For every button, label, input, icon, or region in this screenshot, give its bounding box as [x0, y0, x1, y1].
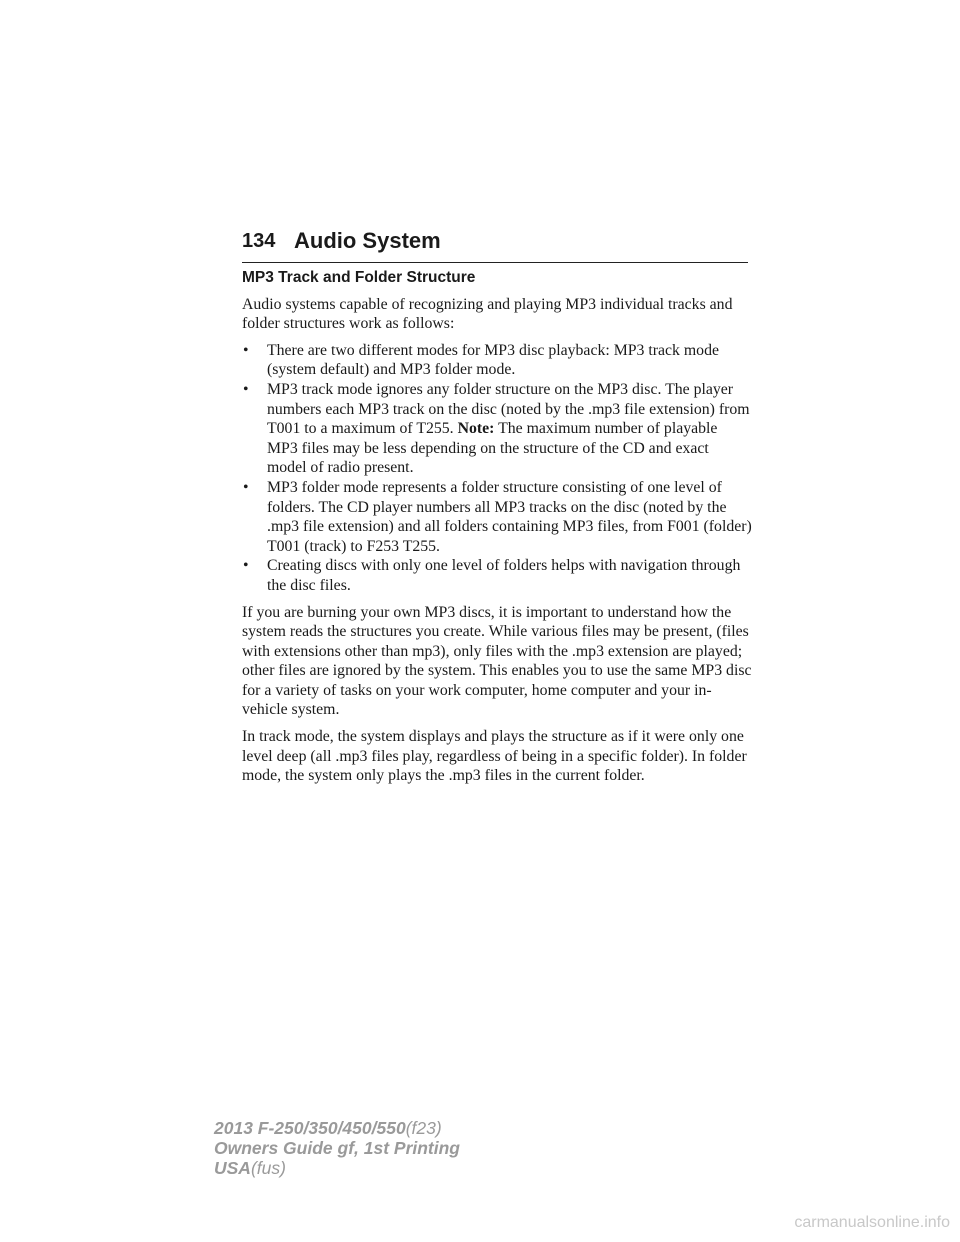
bullet-list: [242, 341, 752, 596]
list-item: [242, 341, 752, 380]
footer-printing: Owners Guide gf, 1st Printing: [214, 1138, 460, 1158]
page-content: [242, 268, 752, 793]
list-item: [242, 380, 752, 478]
footer-region: USA: [214, 1158, 251, 1178]
body-paragraph: In track mode, the system displays and plays the structure as if it were only one level deep (all .mp3 files play, regardless of being in a specific folder). In folder mode, the system only plays the .mp3 files in the current folder.: [242, 728, 747, 785]
bullet-icon: •: [243, 380, 249, 398]
page-number: 134: [242, 230, 276, 252]
footer-region-code: (fus): [250, 1158, 286, 1178]
list-item: [242, 556, 752, 595]
page-header: [242, 226, 748, 263]
note-text: The maximum number of playable MP3 files may be less depending on the structure of the CD and exact model of radio present.: [267, 420, 718, 477]
print-footer: [214, 1118, 460, 1178]
bullet-icon: •: [243, 557, 249, 575]
bullet-icon: •: [243, 341, 249, 359]
watermark: carmanualsonline.info: [794, 1214, 950, 1231]
footer-line: [214, 1158, 460, 1178]
footer-line: [214, 1138, 460, 1158]
bullet-text: Creating discs with only one level of folders helps with navigation through the disc files.: [267, 557, 741, 594]
footer-model: 2013 F-250/350/450/550: [214, 1118, 406, 1138]
list-item: [242, 478, 752, 556]
bullet-text: MP3 folder mode represents a folder structure consisting of one level of folders. The CD player numbers all MP3 tracks on the disc (noted by the .mp3 file extension) and all folders containing MP3 files, from F001 (folder) T001 (track) to F253 T255.: [267, 478, 752, 555]
bullet-text: There are two different modes for MP3 disc playback: MP3 track mode (system default) and MP3 folder mode.: [267, 341, 719, 379]
section-heading: MP3 Track and Folder Structure: [242, 269, 476, 286]
bullet-icon: •: [243, 478, 249, 496]
body-paragraph: If you are burning your own MP3 discs, it is important to understand how the system reads the structures you create. While various files may be present, (files with extensions other than mp3), only files with the .mp3 extension are played; other files are ignored by the system. This enables you to use the same MP3 disc for a variety of tasks on your work computer, home computer and your in-vehicle system.: [242, 603, 752, 719]
footer-line: [214, 1118, 460, 1138]
bullet-text: MP3 track mode ignores any folder structure on the MP3 disc. The player numbers each MP3 track on the disc (noted by the .mp3 file extension) from T001 to a maximum of T255.: [267, 380, 750, 438]
note-label: Note:: [457, 420, 495, 438]
chapter-title: Audio System: [294, 228, 441, 253]
footer-model-code: (f23): [405, 1118, 442, 1138]
intro-paragraph: Audio systems capable of recognizing and playing MP3 individual tracks and folder structures work as follows:: [242, 295, 733, 333]
